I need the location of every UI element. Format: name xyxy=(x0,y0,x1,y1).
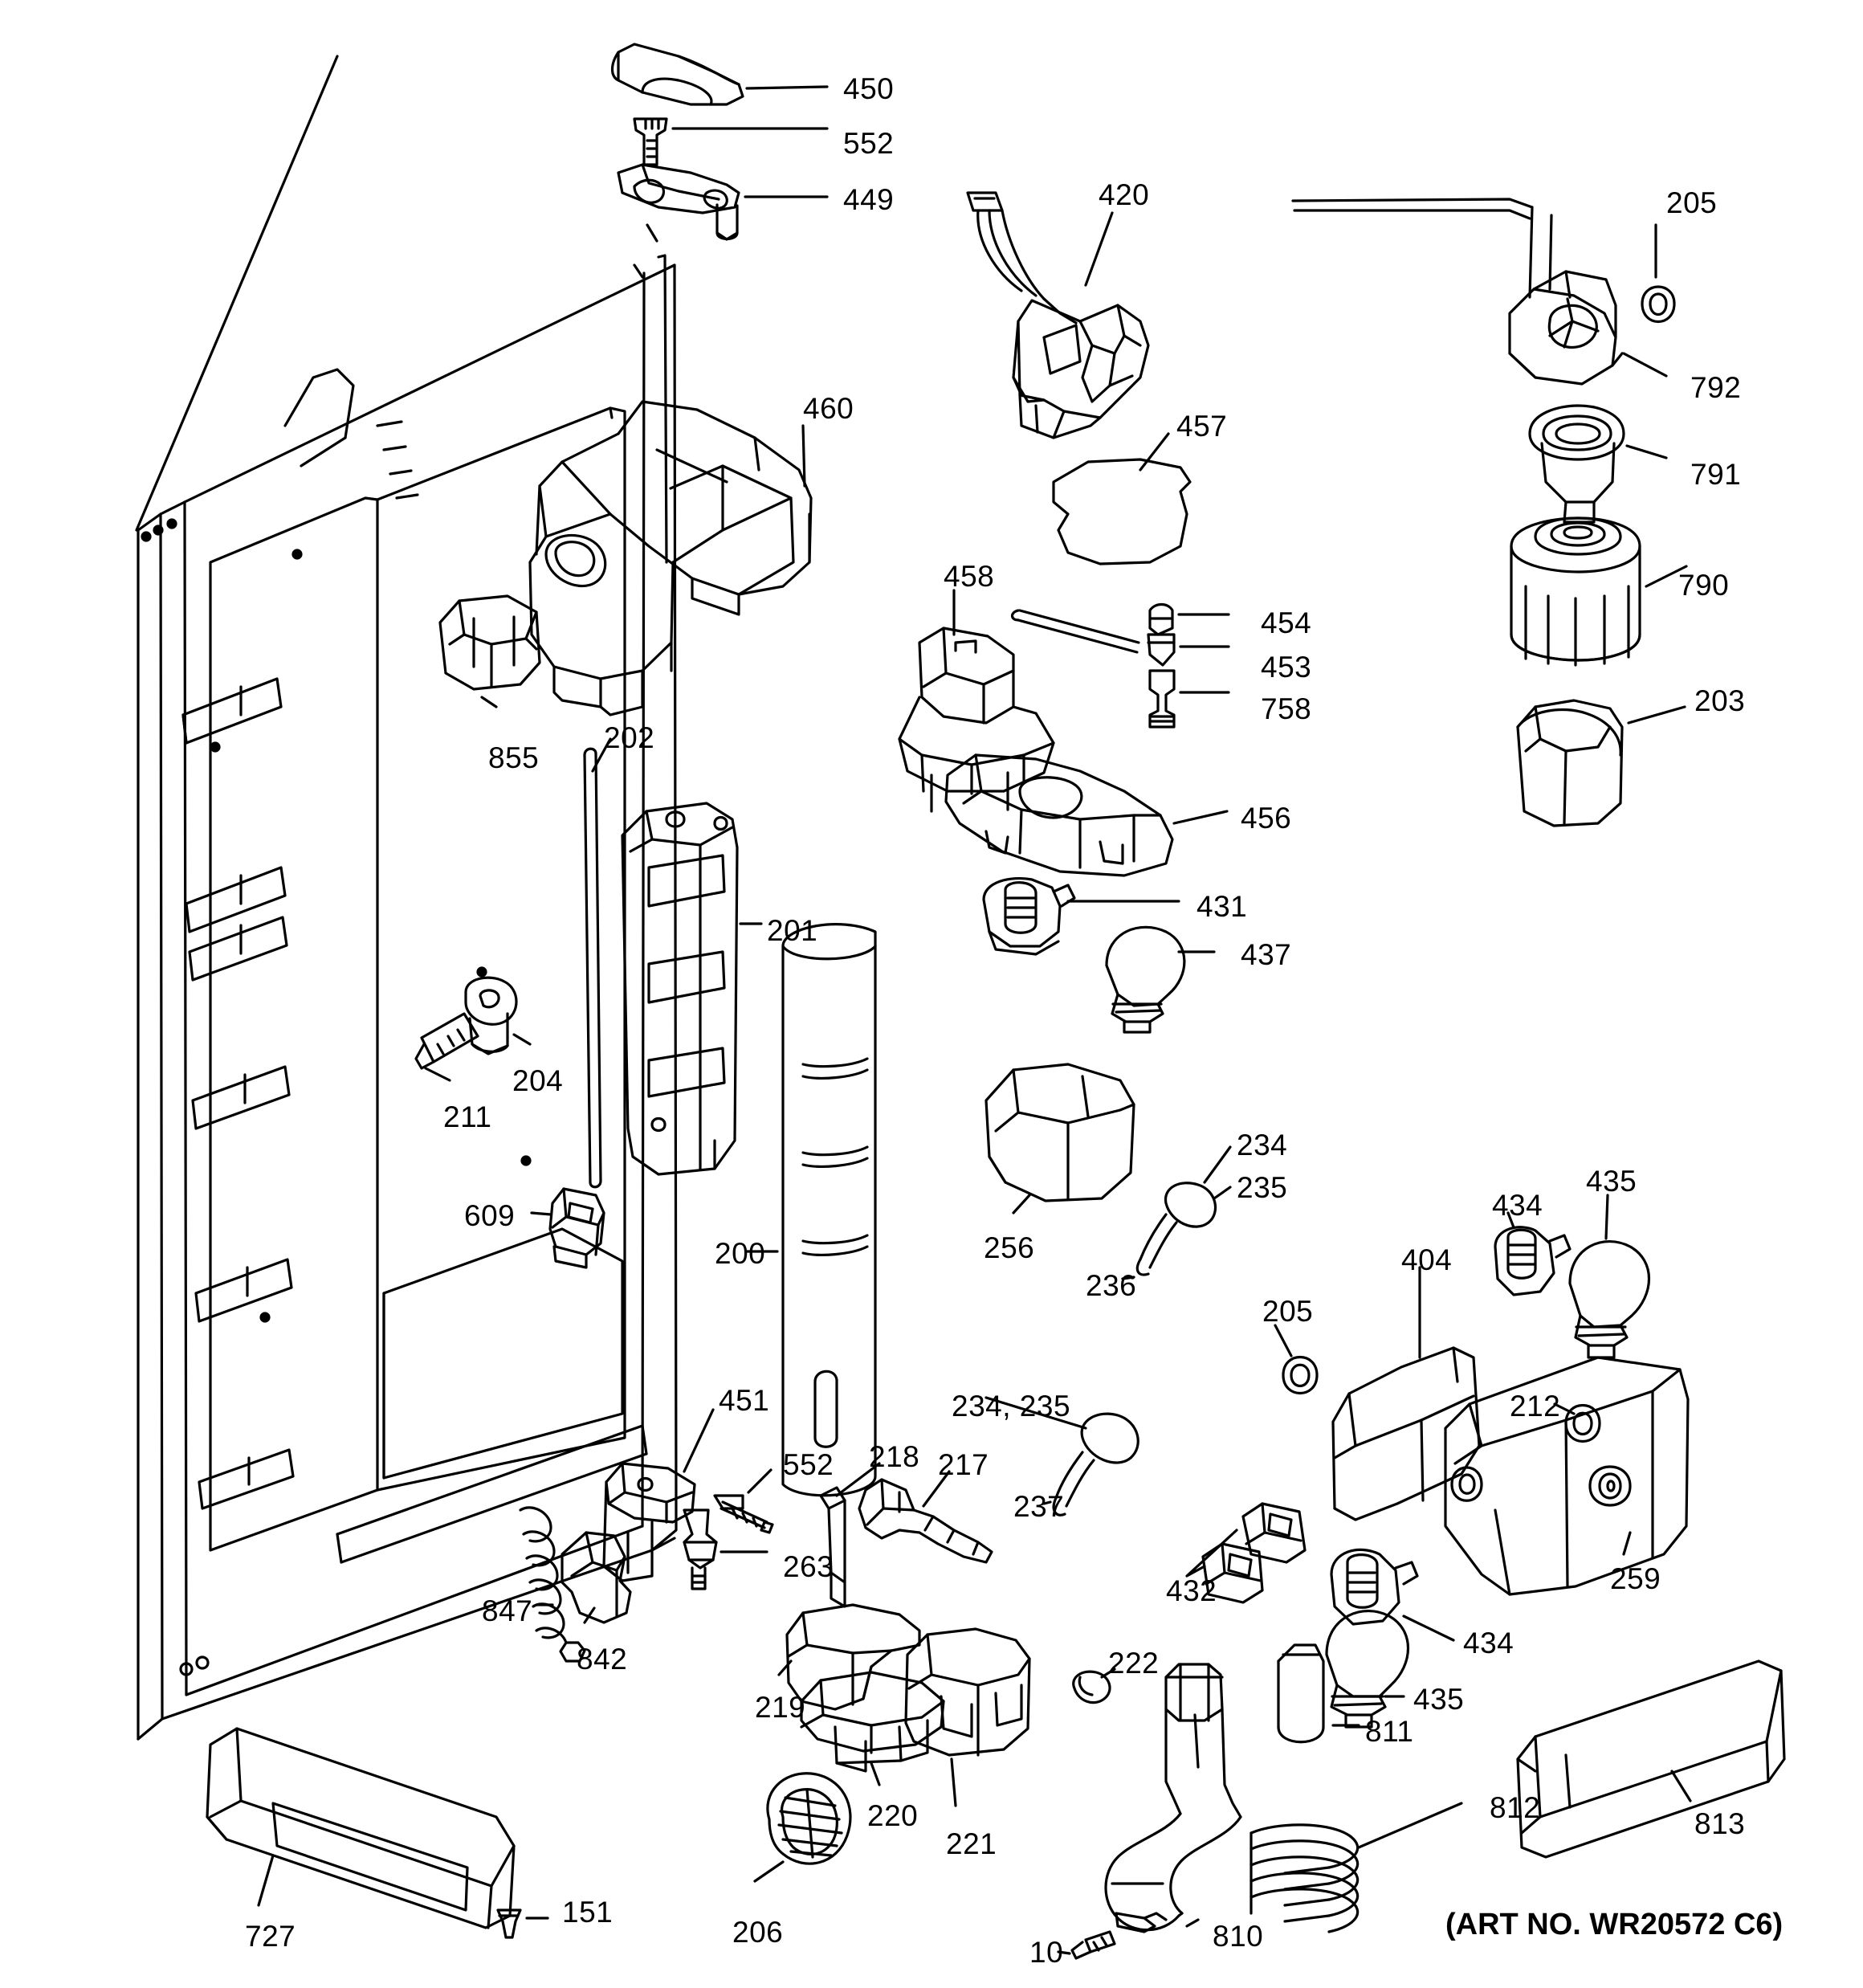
leader-221 xyxy=(952,1759,956,1806)
part-812 xyxy=(1251,1825,1358,1932)
leader-552-lower xyxy=(748,1470,771,1492)
callout-791-8: 791 xyxy=(1690,458,1742,491)
callout-218-37: 218 xyxy=(869,1440,920,1473)
leader-434-lower xyxy=(1404,1616,1453,1640)
part-434-lower xyxy=(1331,1549,1417,1624)
callout-454-10: 454 xyxy=(1261,606,1312,639)
leader-791 xyxy=(1627,446,1666,458)
callout-812-52: 812 xyxy=(1490,1791,1541,1824)
leader-810 xyxy=(1187,1920,1198,1926)
callout-234235-34: 234, 235 xyxy=(952,1390,1071,1423)
callout-221-51: 221 xyxy=(946,1827,997,1860)
part-217 xyxy=(859,1480,992,1562)
callout-201-18: 201 xyxy=(767,914,818,947)
leader-813 xyxy=(1672,1771,1690,1801)
cabinet-outline xyxy=(137,56,676,1739)
leader-205-lower xyxy=(1275,1325,1291,1356)
leader-450 xyxy=(747,87,827,88)
part-450 xyxy=(613,44,744,104)
callout-205-32: 205 xyxy=(1262,1295,1314,1328)
leader-451 xyxy=(684,1410,713,1472)
callout-200-28: 200 xyxy=(715,1237,766,1270)
leader-220 xyxy=(871,1763,879,1785)
part-458 xyxy=(899,628,1054,811)
leader-456 xyxy=(1174,811,1227,823)
callout-151-55: 151 xyxy=(562,1896,614,1929)
callout-449-2: 449 xyxy=(843,183,895,216)
leader-855 xyxy=(482,697,496,707)
part-790 xyxy=(1511,518,1640,665)
callout-792-5: 792 xyxy=(1690,371,1742,404)
part-454 xyxy=(1150,605,1172,635)
part-420 xyxy=(968,193,1148,438)
callout-790-11: 790 xyxy=(1678,569,1730,602)
leader-727 xyxy=(259,1855,273,1905)
callout-451-33: 451 xyxy=(719,1384,770,1417)
callout-457-7: 457 xyxy=(1176,410,1228,443)
leader-256 xyxy=(1013,1195,1029,1213)
part-220 xyxy=(801,1672,944,1771)
part-234-235-upper xyxy=(1137,1183,1215,1275)
callout-235-24: 235 xyxy=(1237,1171,1288,1204)
callout-256-29: 256 xyxy=(984,1231,1035,1264)
callout-434-26: 434 xyxy=(1492,1189,1543,1222)
part-758 xyxy=(1150,671,1174,727)
callout-206-56: 206 xyxy=(732,1916,784,1949)
part-211 xyxy=(416,1014,478,1068)
part-237 xyxy=(1054,1414,1138,1515)
part-221 xyxy=(906,1629,1029,1755)
callout-552-1: 552 xyxy=(843,127,895,160)
part-263 xyxy=(684,1510,716,1589)
callout-203-15: 203 xyxy=(1694,684,1746,717)
part-water-tube xyxy=(1293,199,1532,218)
part-552-lower xyxy=(715,1496,773,1533)
part-791 xyxy=(1530,406,1624,522)
part-437 xyxy=(1107,927,1184,1032)
part-434-upper xyxy=(1495,1227,1570,1295)
part-206 xyxy=(768,1774,850,1863)
art-number: (ART NO. WR20572 C6) xyxy=(1445,1908,1784,1941)
part-10 xyxy=(1072,1932,1115,1958)
leader-460 xyxy=(803,426,805,486)
part-810 xyxy=(1106,1664,1241,1932)
callout-552-36: 552 xyxy=(783,1448,834,1481)
callout-810-58: 810 xyxy=(1213,1920,1264,1953)
part-552-top xyxy=(634,119,667,165)
part-218 xyxy=(821,1488,845,1606)
callout-263-41: 263 xyxy=(783,1550,834,1583)
callout-855-13: 855 xyxy=(488,741,540,774)
leader-204 xyxy=(514,1035,530,1044)
leader-420 xyxy=(1086,213,1112,285)
callout-460-6: 460 xyxy=(803,392,854,425)
callout-211-22: 211 xyxy=(443,1100,492,1133)
callout-727-54: 727 xyxy=(245,1920,296,1953)
leader-812 xyxy=(1359,1803,1461,1847)
callout-458-9: 458 xyxy=(944,560,995,593)
callout-811-49: 811 xyxy=(1365,1715,1414,1748)
part-431 xyxy=(984,879,1074,954)
part-435-lower xyxy=(1327,1611,1408,1727)
part-205-top xyxy=(1642,287,1674,322)
callout-847-42: 847 xyxy=(482,1594,533,1627)
part-847 xyxy=(520,1508,585,1661)
callout-202-16: 202 xyxy=(604,721,655,754)
callout-842-44: 842 xyxy=(577,1643,628,1676)
callout-204-21: 204 xyxy=(512,1064,564,1097)
part-792 xyxy=(1510,207,1622,384)
callout-432-43: 432 xyxy=(1166,1574,1217,1607)
callout-237-39: 237 xyxy=(1013,1490,1065,1523)
callout-435-48: 435 xyxy=(1413,1683,1465,1716)
leader-435-upper xyxy=(1606,1195,1608,1239)
part-204 xyxy=(466,978,516,1054)
part-727 xyxy=(207,1729,514,1928)
part-435-upper xyxy=(1570,1242,1649,1357)
leader-792 xyxy=(1624,353,1666,376)
callout-222-47: 222 xyxy=(1108,1647,1160,1680)
callout-217-38: 217 xyxy=(938,1448,989,1481)
leader-234-upper xyxy=(1205,1147,1230,1182)
leader-206 xyxy=(755,1862,783,1881)
callout-453-12: 453 xyxy=(1261,651,1312,684)
callout-236-30: 236 xyxy=(1086,1269,1137,1302)
part-404 xyxy=(1333,1348,1479,1520)
part-203 xyxy=(1518,700,1622,826)
part-202-rod xyxy=(585,749,601,1187)
callout-813-53: 813 xyxy=(1694,1807,1746,1840)
part-201 xyxy=(622,803,737,1174)
callout-456-17: 456 xyxy=(1241,802,1292,835)
callout-758-14: 758 xyxy=(1261,692,1312,725)
part-205-lower xyxy=(1283,1357,1317,1394)
leader-211 xyxy=(426,1068,450,1080)
part-811 xyxy=(1278,1645,1323,1742)
callout-450-0: 450 xyxy=(843,72,895,105)
callout-10-57: 10 xyxy=(1029,1936,1064,1969)
part-457 xyxy=(1054,459,1190,564)
callout-219-46: 219 xyxy=(755,1691,806,1724)
part-256 xyxy=(986,1064,1134,1201)
callout-435-25: 435 xyxy=(1586,1165,1637,1198)
leader-609 xyxy=(532,1213,551,1214)
callout-420-3: 420 xyxy=(1099,178,1150,211)
part-449 xyxy=(618,165,739,239)
leader-235-upper xyxy=(1214,1187,1230,1198)
part-456 xyxy=(946,755,1172,876)
callout-404-31: 404 xyxy=(1401,1243,1453,1276)
leader-259 xyxy=(1624,1533,1630,1554)
callout-205-4: 205 xyxy=(1666,186,1718,219)
callout-431-19: 431 xyxy=(1196,890,1248,923)
callout-212-35: 212 xyxy=(1510,1390,1561,1423)
part-259 xyxy=(1445,1357,1688,1594)
callout-609-27: 609 xyxy=(464,1199,516,1232)
callout-259-40: 259 xyxy=(1610,1562,1661,1595)
leader-203 xyxy=(1629,707,1685,723)
part-855 xyxy=(440,596,540,689)
part-200 xyxy=(783,925,875,1496)
callout-220-50: 220 xyxy=(867,1799,919,1832)
part-432 xyxy=(1203,1504,1305,1602)
part-609 xyxy=(550,1189,604,1268)
part-460 xyxy=(530,402,811,715)
callout-434-45: 434 xyxy=(1463,1627,1514,1659)
callout-437-20: 437 xyxy=(1241,938,1292,971)
callout-234-23: 234 xyxy=(1237,1129,1288,1161)
